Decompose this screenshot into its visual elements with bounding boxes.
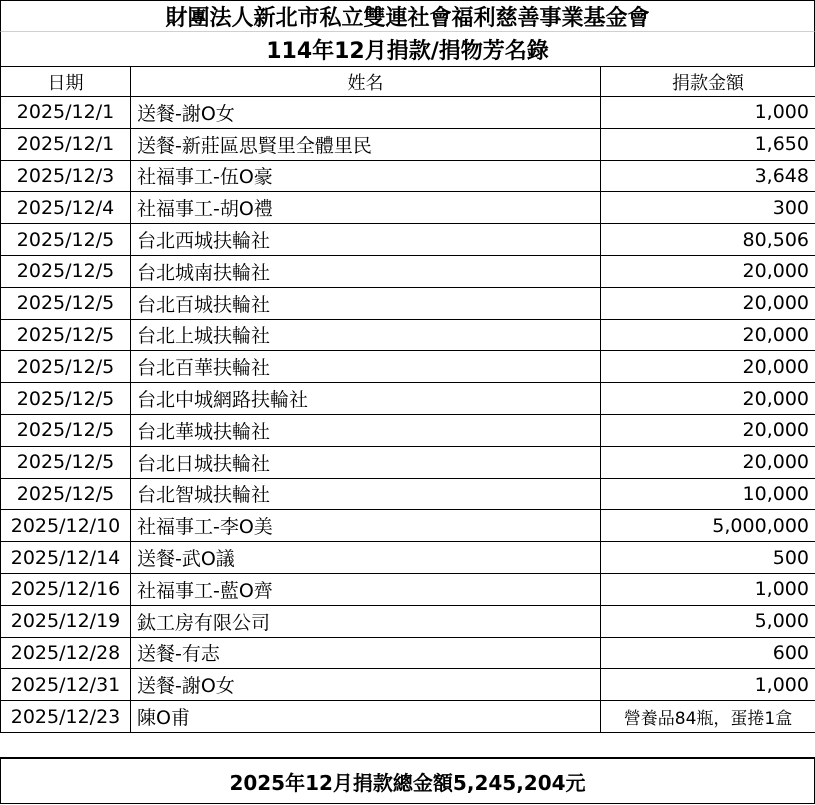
donation-amount-cell: 80,506 — [601, 224, 815, 256]
table-row — [1, 701, 815, 733]
donor-name-cell: 社福事工-藍O齊 — [131, 573, 601, 605]
column-header-name: 姓名 — [131, 67, 601, 97]
table-row — [1, 446, 815, 478]
donation-amount-cell: 20,000 — [601, 414, 815, 446]
donor-name-cell: 台北百城扶輪社 — [131, 287, 601, 319]
donation-date-cell: 2025/12/5 — [1, 383, 131, 415]
donation-amount-cell: 20,000 — [601, 319, 815, 351]
table-row — [1, 192, 815, 224]
table-row — [1, 319, 815, 351]
donation-amount-cell: 1,650 — [601, 128, 815, 160]
table-row — [1, 414, 815, 446]
donation-date-cell: 2025/12/16 — [1, 573, 131, 605]
table-row — [1, 383, 815, 415]
donation-date-cell: 2025/12/5 — [1, 255, 131, 287]
organization-title: 財團法人新北市私立雙連社會福利慈善事業基金會 — [0, 0, 815, 32]
donor-name-cell: 台北百華扶輪社 — [131, 351, 601, 383]
donation-date-cell: 2025/12/5 — [1, 478, 131, 510]
donation-amount-cell: 20,000 — [601, 287, 815, 319]
donation-amount-cell: 20,000 — [601, 383, 815, 415]
table-header-row — [1, 67, 815, 97]
donation-amount-cell: 1,000 — [601, 97, 815, 129]
donation-date-cell: 2025/12/3 — [1, 160, 131, 192]
donation-date-cell: 2025/12/14 — [1, 542, 131, 574]
donation-amount-cell: 500 — [601, 542, 815, 574]
donor-name-cell: 送餐-謝O女 — [131, 97, 601, 129]
table-row — [1, 542, 815, 574]
donor-name-cell: 社福事工-李O美 — [131, 510, 601, 542]
donation-date-cell: 2025/12/19 — [1, 605, 131, 637]
donation-amount-cell: 1,000 — [601, 573, 815, 605]
donation-amount-cell: 20,000 — [601, 446, 815, 478]
donation-date-cell: 2025/12/10 — [1, 510, 131, 542]
donor-name-cell: 台北上城扶輪社 — [131, 319, 601, 351]
table-row — [1, 478, 815, 510]
table-row — [1, 160, 815, 192]
table-row — [1, 605, 815, 637]
donation-table — [0, 66, 815, 733]
donation-date-cell: 2025/12/23 — [1, 701, 131, 733]
donation-date-cell: 2025/12/4 — [1, 192, 131, 224]
table-row — [1, 637, 815, 669]
donation-amount-cell: 300 — [601, 192, 815, 224]
table-row — [1, 669, 815, 701]
donation-amount-cell: 20,000 — [601, 255, 815, 287]
donation-amount-cell: 600 — [601, 637, 815, 669]
donation-date-cell: 2025/12/31 — [1, 669, 131, 701]
donor-name-cell: 台北城南扶輪社 — [131, 255, 601, 287]
donor-name-cell: 社福事工-伍O豪 — [131, 160, 601, 192]
donation-amount-cell: 3,648 — [601, 160, 815, 192]
donor-name-cell: 送餐-武O議 — [131, 542, 601, 574]
donation-date-cell: 2025/12/5 — [1, 351, 131, 383]
donation-amount-cell: 營養品84瓶，蛋捲1盒 — [601, 701, 815, 733]
total-amount: 2025年12月捐款總金額5,245,204元 — [0, 757, 815, 804]
donation-date-cell: 2025/12/5 — [1, 319, 131, 351]
donation-date-cell: 2025/12/1 — [1, 97, 131, 129]
donation-amount-cell: 5,000 — [601, 605, 815, 637]
donation-amount-cell: 1,000 — [601, 669, 815, 701]
donation-date-cell: 2025/12/5 — [1, 414, 131, 446]
donation-date-cell: 2025/12/28 — [1, 637, 131, 669]
list-title: 114年12月捐款/捐物芳名錄 — [0, 32, 815, 66]
table-row — [1, 255, 815, 287]
donor-name-cell: 陳O甫 — [131, 701, 601, 733]
table-row — [1, 97, 815, 129]
donation-amount-cell: 20,000 — [601, 351, 815, 383]
table-row — [1, 128, 815, 160]
table-row — [1, 351, 815, 383]
donation-date-cell: 2025/12/5 — [1, 224, 131, 256]
column-header-date: 日期 — [1, 67, 131, 97]
table-row — [1, 287, 815, 319]
donation-date-cell: 2025/12/5 — [1, 287, 131, 319]
donor-name-cell: 台北日城扶輪社 — [131, 446, 601, 478]
donor-name-cell: 送餐-新莊區思賢里全體里民 — [131, 128, 601, 160]
column-header-amount: 捐款金額 — [601, 67, 815, 97]
donor-name-cell: 台北華城扶輪社 — [131, 414, 601, 446]
donor-name-cell: 台北智城扶輪社 — [131, 478, 601, 510]
donation-amount-cell: 5,000,000 — [601, 510, 815, 542]
table-row — [1, 510, 815, 542]
donor-name-cell: 台北中城網路扶輪社 — [131, 383, 601, 415]
donor-name-cell: 台北西城扶輪社 — [131, 224, 601, 256]
donor-name-cell: 送餐-謝O女 — [131, 669, 601, 701]
donation-date-cell: 2025/12/1 — [1, 128, 131, 160]
table-row — [1, 224, 815, 256]
donation-date-cell: 2025/12/5 — [1, 446, 131, 478]
donor-name-cell: 鈦工房有限公司 — [131, 605, 601, 637]
donor-name-cell: 送餐-有志 — [131, 637, 601, 669]
table-row — [1, 573, 815, 605]
donation-amount-cell: 10,000 — [601, 478, 815, 510]
donor-name-cell: 社福事工-胡O禮 — [131, 192, 601, 224]
